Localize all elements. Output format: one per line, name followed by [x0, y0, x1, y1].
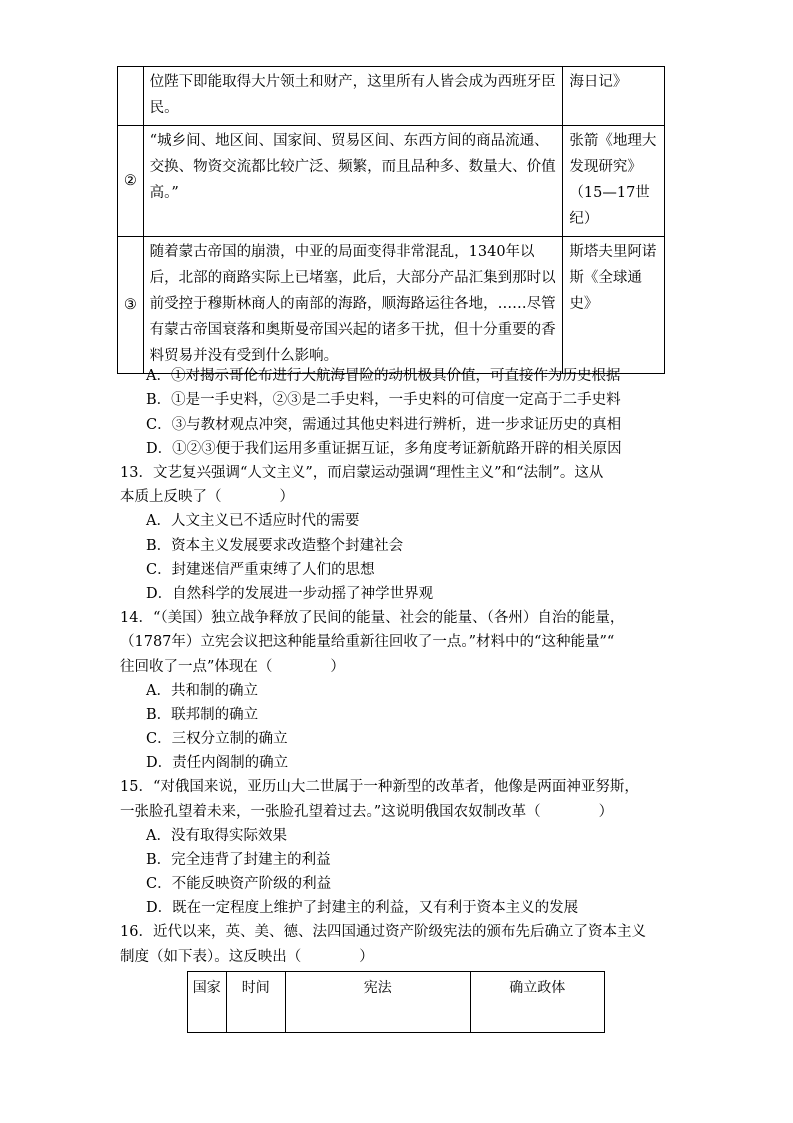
q12-option-b: B．①是一手史料，②③是二手史料，一手史料的可信度一定高于二手史料 [146, 392, 621, 408]
header-constitution: 宪法 [285, 972, 470, 1033]
table-row [118, 126, 665, 237]
q12-option-d: D．①②③便于我们运用多重证据互证，多角度考证新航路开辟的相关原因 [146, 441, 622, 457]
row-number: ② [118, 126, 144, 237]
q13-stem-cont: 本质上反映了（ ） [120, 489, 294, 505]
q15-option-b: B．完全违背了封建主的利益 [146, 852, 331, 868]
q15-stem: 15．“对俄国来说，亚历山大二世属于一种新型的改革者，他像是两面神亚努斯， [120, 779, 639, 795]
q15-stem-cont: 一张脸孔望着未来，一张脸孔望着过去。”这说明俄国农奴制改革（ ） [120, 804, 614, 820]
constitution-table [187, 971, 605, 1033]
source-text: “城乡间、地区间、国家间、贸易区间、东西方间的商品流通、交换、物资交流都比较广泛、频繁，而且品种多、数量大、价值高。” [143, 126, 563, 237]
q15-option-d: D．既在一定程度上维护了封建主的利益，又有利于资本主义的发展 [146, 900, 579, 916]
q15-option-c: C．不能反映资产阶级的利益 [146, 876, 332, 892]
source-text: 位陛下即能取得大片领土和财产，这里所有人皆会成为西班牙臣民。 [143, 67, 563, 126]
source-reference: 张箭《地理大发现研究》（15—17世纪） [563, 126, 665, 237]
source-reference: 海日记》 [563, 67, 665, 126]
q14-option-d: D．责任内阁制的确立 [146, 755, 289, 771]
source-reference: 斯塔夫里阿诺斯《全球通史》 [563, 237, 665, 374]
source-text: 随着蒙古帝国的崩溃，中亚的局面变得非常混乱，1340年以后，北部的商路实际上已堵塞，此后，大部分产品汇集到那时以前受控于穆斯林商人的南部的海路，顺海路运往各地，……尽管有蒙古帝国衰落和奥斯曼帝国兴起的诸多干扰，但十分重要的香料贸易并没有受到什么影响。 [143, 237, 563, 374]
row-number [118, 67, 144, 126]
q13-stem: 13．文艺复兴强调“人文主义”，而启蒙运动强调“理性主义”和“法制”。这从 [120, 465, 604, 481]
q16-stem: 16．近代以来，英、美、德、法四国通过资产阶级宪法的颁布先后确立了资本主义 [120, 924, 646, 940]
q16-stem-cont: 制度（如下表）。这反映出（ ） [120, 949, 374, 965]
q13-option-d: D．自然科学的发展进一步动摇了神学世界观 [146, 586, 434, 602]
q15-option-a: A．没有取得实际效果 [146, 828, 287, 844]
q13-option-a: A．人文主义已不适应时代的需要 [146, 513, 360, 529]
table-row [118, 67, 665, 126]
q12-option-c: C．③与教材观点冲突，需通过其他史料进行辨析，进一步求证历史的真相 [146, 417, 622, 433]
q14-option-c: C．三权分立制的确立 [146, 731, 288, 747]
source-table [117, 66, 665, 374]
q14-stem-cont: （1787年）立宪会议把这种能量给重新往回收了一点。”材料中的“这种能量”“ [120, 634, 615, 650]
q14-option-a: A．共和制的确立 [146, 683, 258, 699]
q13-option-c: C．封建迷信严重束缚了人们的思想 [146, 562, 375, 578]
q12-option-a: A．①对揭示哥伦布进行大航海冒险的动机极具价值，可直接作为历史根据 [146, 368, 621, 384]
table-header-row [188, 972, 605, 1033]
q13-option-b: B．资本主义发展要求改造整个封建社会 [146, 538, 404, 554]
q14-stem-cont2: 往回收了一点”体现在（ ） [120, 659, 345, 675]
q14-option-b: B．联邦制的确立 [146, 707, 259, 723]
row-number: ③ [118, 237, 144, 374]
header-time: 时间 [226, 972, 285, 1033]
header-country: 国家 [188, 972, 227, 1033]
q14-stem: 14．“（美国）独立战争释放了民间的能量、社会的能量、（各州）自治的能量， [120, 610, 625, 626]
header-regime: 确立政体 [470, 972, 605, 1033]
table-row [118, 237, 665, 374]
